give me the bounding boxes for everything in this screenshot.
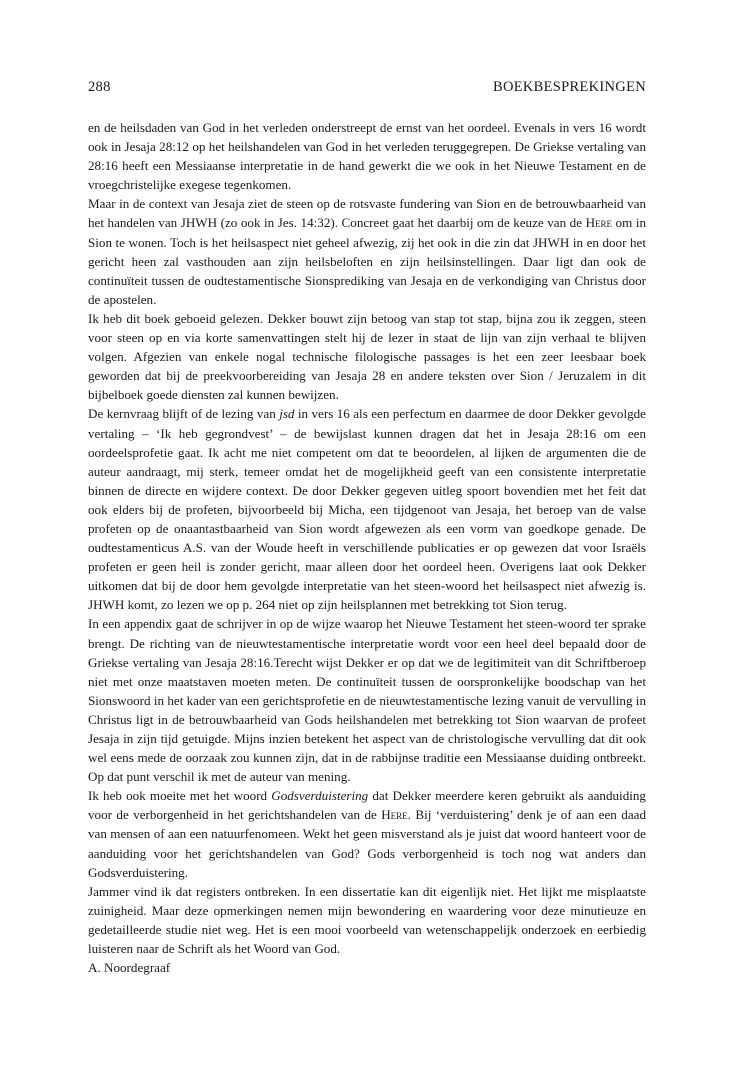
- here-small-caps: Here: [585, 215, 613, 231]
- paragraph-2: [88, 194, 646, 309]
- jsd-term: jsd: [279, 406, 295, 422]
- author-signature: A. Noordegraaf: [88, 960, 171, 976]
- here-small-caps: Here: [381, 807, 408, 823]
- paragraph-4-text-b: in vers 16 als een perfectum en daarmee de door Dekker gevolgde vertaling – ‘Ik heb gegrondvest’ – de bewijslast kunnen dragen dat het in Jesaja 28:16 om een oordeelsprofetie gaat. Ik acht me niet competent om dat te beoordelen, al lijken de argumenten die de auteur aandraagt, mij sterk, temeer omdat het de mogelijkheid geeft van een consistente interpretatie binnen de directe en wijdere context. De door Dekker gegeven uitleg spoort bovendien met het feit dat ook elders bij de profeten, bijvoorbeeld bij Micha, een tijdgenoot van Jesaja, het beroep van de valse profeten op de onaantastbaarheid van Sion wordt afgewezen als een vorm van goedkope genade. De oudtestamenticus A.S. van der Woude heeft in verschillende publicaties er op gewezen dat voor Israëls profeten er geen heil is zonder gericht, maar alleen door het oordeel heen. Overigens laat ook Dekker uitkomen dat bij de door hem gevolgde interpretatie van het steen-woord het heilsaspect niet afwezig is. JHWH komt, zo lezen we op p. 264 niet op zijn heilsplannen met betrekking tot Sion terug.: [88, 406, 646, 613]
- paragraph-4-text-a: De kernvraag blijft of de lezing van: [88, 406, 280, 422]
- paragraph-5: In een appendix gaat de schrijver in op de wijze waarop het Nieuwe Testament het steen-woord ter sprake brengt. De richting van de nieuwtestamentische interpretatie wordt voor een heel deel bepaald door de Griekse vertaling van Jesaja 28:16.Terecht wijst Dekker er op dat we de legitimiteit van dit Schriftberoep niet met onze maatstaven moeten meten. De continuïteit tussen de oorspronkelijke boodschap van het Sionswoord in het kader van een gerichtsprofetie en de nieuwtestamentische lezing vanuit de vervulling in Christus ligt in de betrouwbaarheid van Gods heilshandelen met betrekking tot Sion waarvan de profeet Jesaja in zijn tijd getuigde. Mijns inzien betekent het aspect van de christologische vervulling dat dit ook wel eens mede de oorzaak zou kunnen zijn, dat in de rabbijnse traditie een Messiaanse duiding ontbreekt. Op dat punt verschil ik met de auteur van mening.: [88, 616, 646, 785]
- paragraph-4: [88, 404, 646, 614]
- running-header: [88, 78, 646, 118]
- paragraph-6-text-b: dat Dekker meerdere keren gebruikt als aanduiding voor de verborgenheid in het gerichtshandelen van de: [88, 788, 646, 823]
- paragraph-6: [88, 786, 646, 881]
- paragraph-1: en de heilsdaden van God in het verleden onderstreept de ernst van het oordeel. Evenals in vers 16 wordt ook in Jesaja 28:12 op het heilshandelen van God in het verleden teruggegrepen. De Griekse vertaling van 28:16 heeft een Messiaanse interpretatie in de hand gewerkt die we ook in het Nieuwe Testament en de vroegchristelijke exegese tegenkomen.: [88, 120, 646, 193]
- section-title: BOEKBESPREKINGEN: [492, 79, 646, 95]
- review-body: [88, 118, 646, 977]
- paragraph-7: Jammer vind ik dat registers ontbreken. In een dissertatie kan dit eigenlijk niet. Het lijkt me misplaatste zuinigheid. Maar deze opmerkingen nemen mijn bewondering en waardering voor deze minutieuze en gedetailleerde studie niet weg. Het is een mooi voorbeeld van wetenschappelijk onderzoek en eerbiedig luisteren naar de Schrift als het Woord van God.: [88, 883, 646, 957]
- paragraph-3: Ik heb dit boek geboeid gelezen. Dekker bouwt zijn betoog van stap tot stap, bijna zou ik zeggen, steen voor steen op en via korte samenvattingen stelt hij de lezer in staat de lijn van zijn verhaal te blijven volgen. Afgezien van enkele nogal technische filologische passages is het een zeer leesbaar boek geworden dat bij de preekvoorbereiding van Jesaja 28 en andere teksten over Sion / Jeruzalem in dit bijbelboek goede diensten zal kunnen bewijzen.: [88, 310, 646, 403]
- paragraph-6-text-a: Ik heb ook moeite met het woord: [88, 788, 272, 804]
- paragraph-2-text-a: Maar in de context van Jesaja ziet de steen op de rotsvaste fundering van Sion en de betrouwbaarheid van het handelen van JHWH (zo ook in Jes. 14:32). Concreet gaat het daarbij om de keuze van de: [88, 196, 646, 231]
- page: [88, 78, 646, 977]
- paragraph-2-text-b: om in Sion te wonen. Toch is het heilsaspect niet geheel afwezig, zij het ook in die zin dat JHWH in en door het gericht heen zal vasthouden aan zijn heilsbeloften en zijn heilsinstellingen. Daar ligt dan ook de continuïteit tussen de oudtestamentische Sionsprediking van Jesaja en de verkondiging van Christus door de apostelen.: [88, 215, 646, 307]
- page-number: 288: [88, 79, 111, 95]
- paragraph-6-text-c: . Bij ‘verduistering’ denk je of aan een daad van mensen of aan een natuurfenomeen. Wekt het geen misverstand als je juist dat woord hanteert voor de aanduiding voor het gerichtshandelen van God? Gods verborgenheid is toch nog wat anders dan Godsverduistering.: [88, 807, 646, 880]
- godsverduistering-term: Godsverduistering: [271, 788, 369, 804]
